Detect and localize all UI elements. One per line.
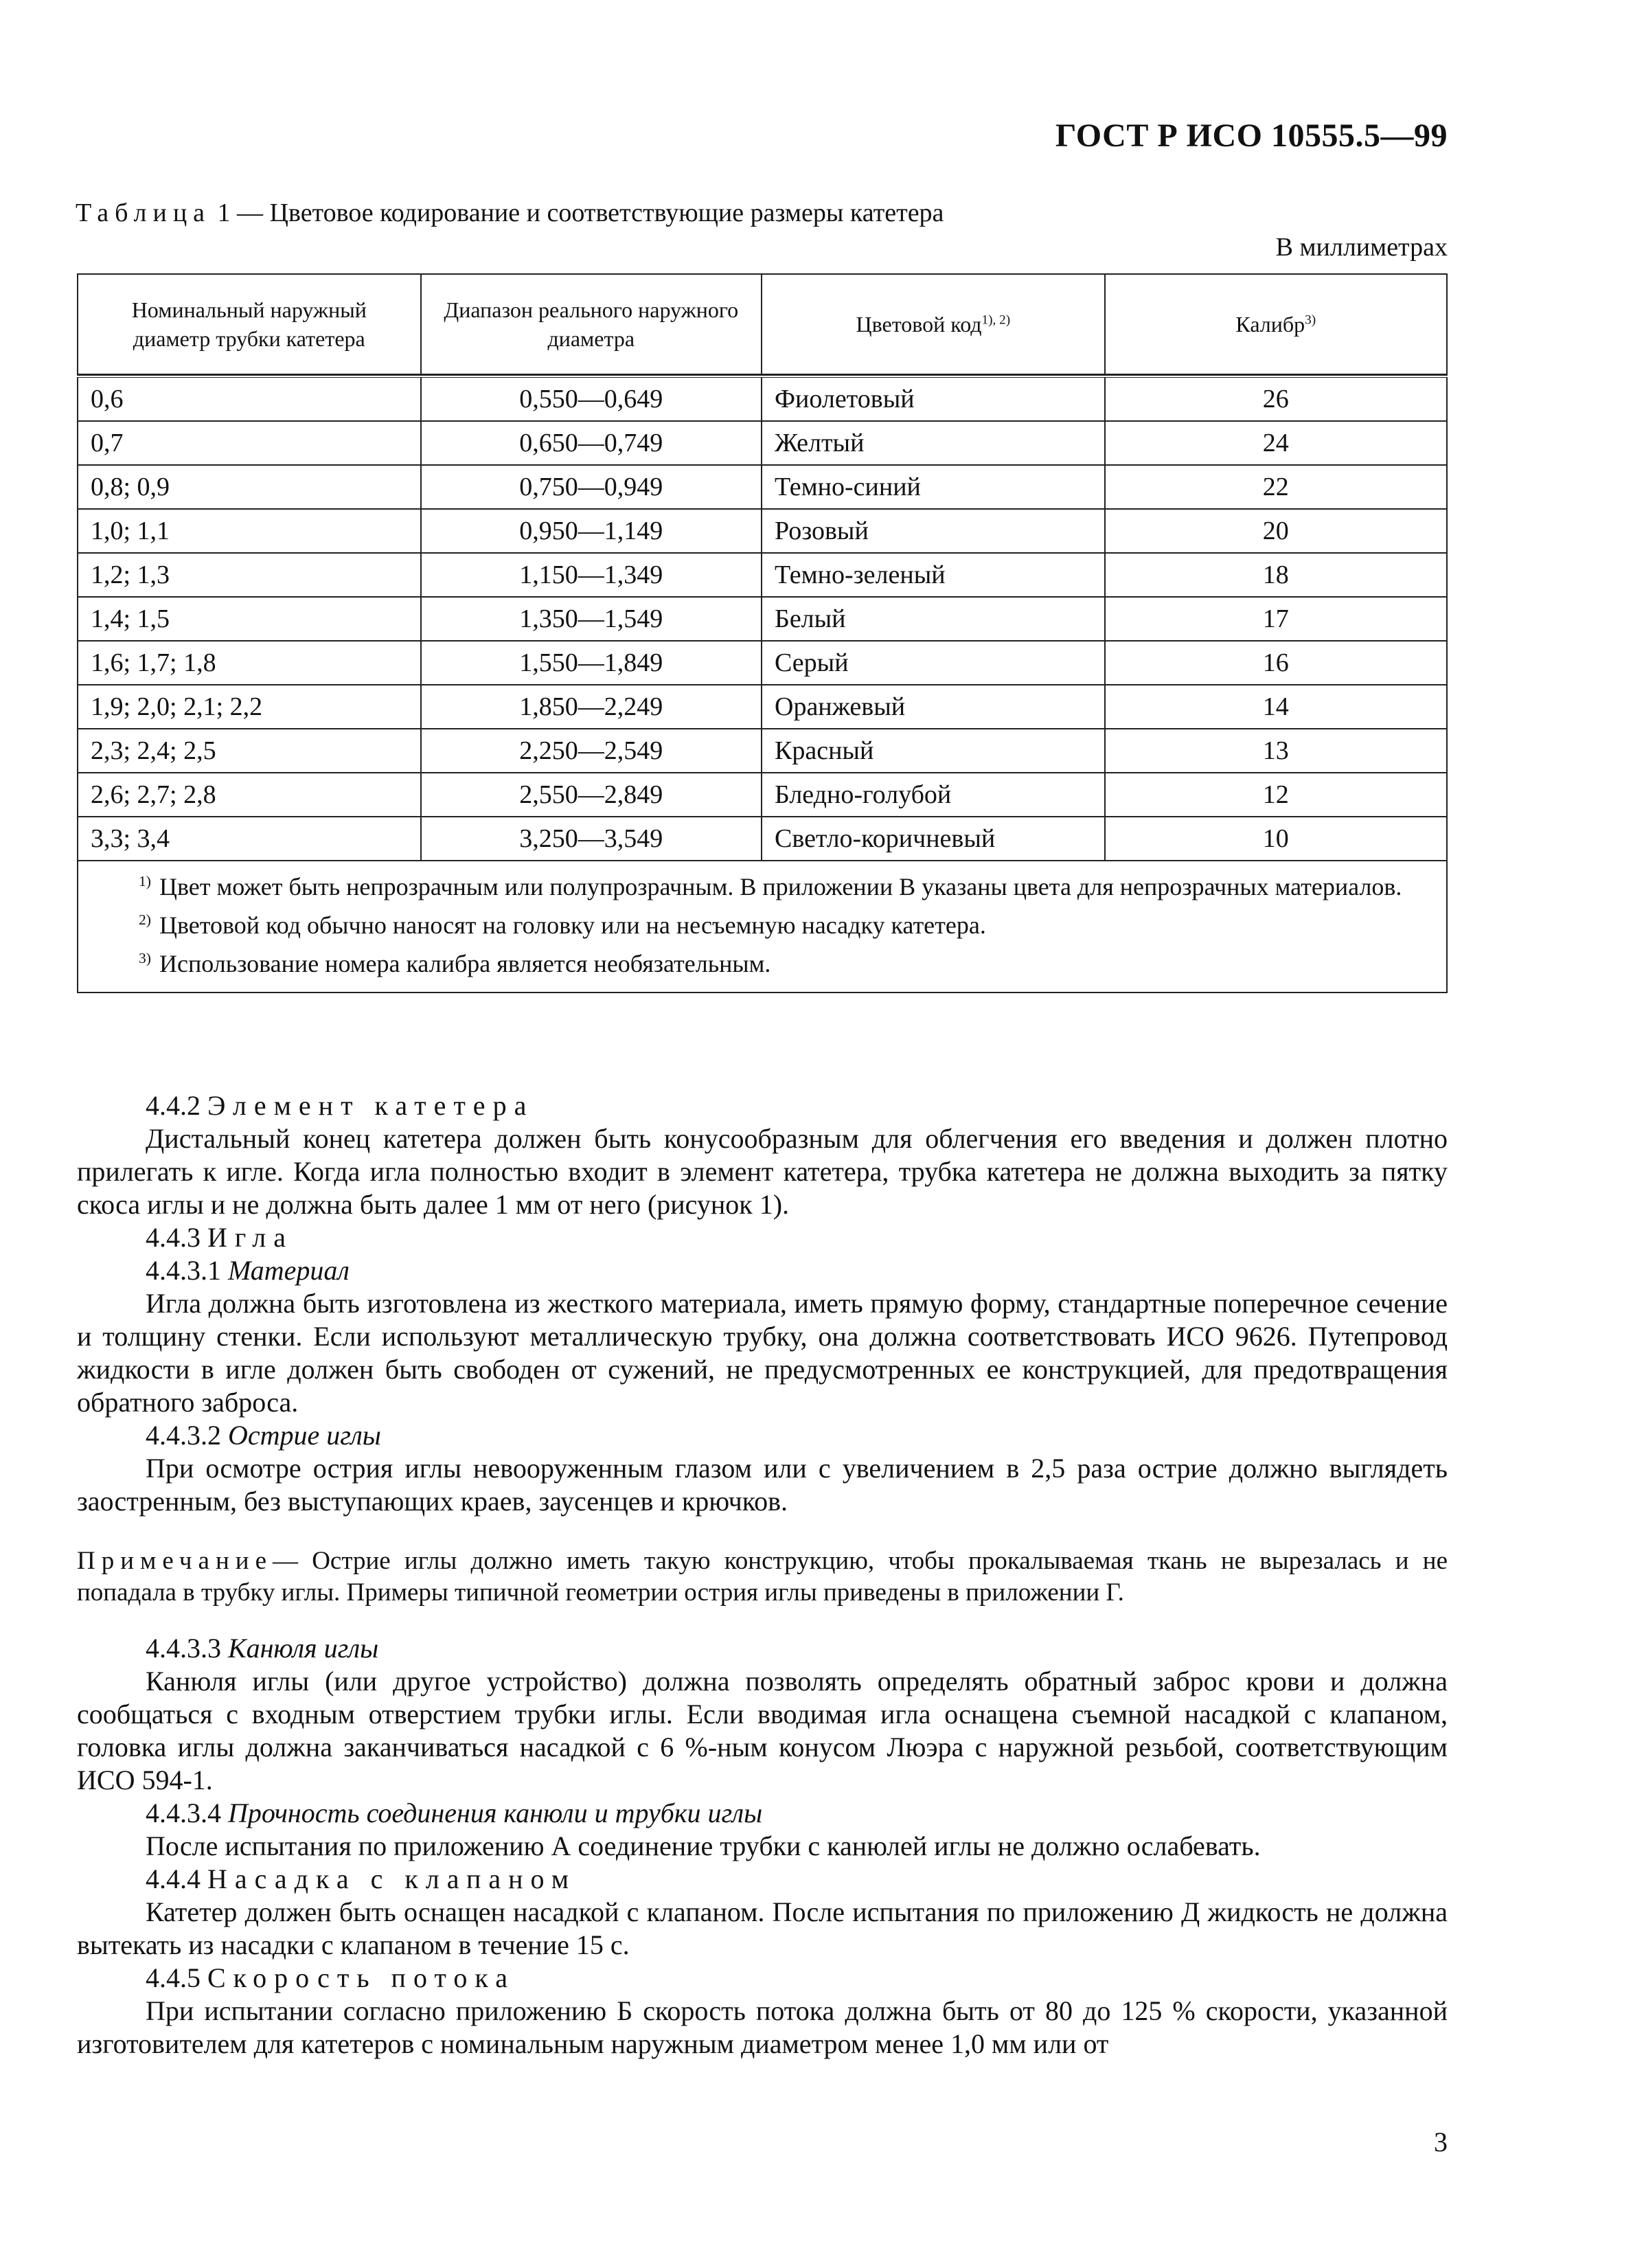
section-4-4-3-3-text: Канюля иглы (или другое устройство) должна позволять определять обратный заброс крови и должна сообщаться с входным отверстием трубки иглы. Если вводимая игла оснащена съемной насадкой с клапаном, головка иглы должна заканчиваться насадкой с 6 %-ным конусом Люэра с наружной резьбой, соответствующим ИСО 594-1. xyxy=(77,1666,1448,1795)
diameter-range-cell: 0,550—0,649 xyxy=(421,376,762,421)
gauge-cell: 12 xyxy=(1105,773,1447,817)
table-caption-title: — Цветовое кодирование и соответствующие размеры катетера xyxy=(237,199,944,227)
table-units: В миллиметрах xyxy=(1275,233,1448,262)
table-footnote xyxy=(91,871,1434,903)
header-gauge-text: Калибр xyxy=(1235,312,1305,337)
nominal-diameter-cell: 2,3; 2,4; 2,5 xyxy=(78,729,421,773)
color-code-cell: Розовый xyxy=(762,509,1105,553)
section-number: 4.4.3.2 xyxy=(146,1420,221,1451)
section-4-4-4-heading xyxy=(77,1863,1448,1896)
color-code-cell: Красный xyxy=(762,729,1105,773)
section-title: Насадка с клапаном xyxy=(207,1863,577,1894)
table-row xyxy=(78,509,1447,553)
section-number: 4.4.3.1 xyxy=(146,1255,221,1286)
document-id-header: ГОСТ Р ИСО 10555.5—99 xyxy=(1055,117,1448,154)
section-title: Игла xyxy=(207,1222,293,1253)
section-number: 4.4.3 xyxy=(146,1222,201,1253)
diameter-range-cell: 2,250—2,549 xyxy=(421,729,762,773)
gauge-cell: 10 xyxy=(1105,817,1447,861)
section-number: 4.4.3.3 xyxy=(146,1633,221,1664)
table-row xyxy=(78,376,1447,421)
table-caption xyxy=(76,198,944,228)
section-number: 4.4.3.4 xyxy=(146,1798,221,1828)
color-coding-table xyxy=(77,273,1448,993)
nominal-diameter-cell: 1,2; 1,3 xyxy=(78,553,421,597)
table-row xyxy=(78,641,1447,685)
header-color-code-sup: 1), 2) xyxy=(981,313,1011,328)
table-row xyxy=(78,597,1447,641)
diameter-range-cell: 1,850—2,249 xyxy=(421,685,762,729)
gauge-cell: 14 xyxy=(1105,685,1447,729)
note-label: Примечание xyxy=(77,1547,273,1575)
nominal-diameter-cell: 1,9; 2,0; 2,1; 2,2 xyxy=(78,685,421,729)
nominal-diameter-cell: 0,8; 0,9 xyxy=(78,465,421,509)
nominal-diameter-cell: 0,6 xyxy=(78,376,421,421)
header-gauge-sup: 3) xyxy=(1305,313,1316,328)
footnote-index: 1) xyxy=(139,873,151,889)
diameter-range-cell: 1,550—1,849 xyxy=(421,641,762,685)
page-number: 3 xyxy=(1434,2127,1448,2157)
gauge-cell: 18 xyxy=(1105,553,1447,597)
footnote-text: Цветовой код обычно наносят на головку или на несъемную насадку катетера. xyxy=(159,911,986,939)
header-color-code-text: Цветовой код xyxy=(856,312,982,337)
table-row xyxy=(78,465,1447,509)
section-4-4-3-2-text: При осмотре острия иглы невооруженным глазом или с увеличением в 2,5 раза острие должно выглядеть заостренным, без выступающих краев, заусенцев и крючков. xyxy=(77,1453,1448,1517)
table-caption-label: Таблица xyxy=(76,199,212,227)
header-diameter-range: Диапазон реального наружного диаметра xyxy=(421,274,762,374)
table-footnote xyxy=(91,948,1434,979)
table-row xyxy=(78,773,1447,817)
section-4-4-2-heading xyxy=(77,1089,1448,1122)
color-code-cell: Светло-коричневый xyxy=(762,817,1105,861)
nominal-diameter-cell: 1,0; 1,1 xyxy=(78,509,421,553)
header-color-code xyxy=(762,274,1105,374)
section-title: Канюля иглы xyxy=(228,1633,379,1664)
table-row xyxy=(78,817,1447,861)
body-text xyxy=(77,1089,1448,2061)
section-title: Прочность соединения канюли и трубки иглы xyxy=(228,1798,763,1828)
color-code-cell: Белый xyxy=(762,597,1105,641)
diameter-range-cell: 0,750—0,949 xyxy=(421,465,762,509)
diameter-range-cell: 1,350—1,549 xyxy=(421,597,762,641)
color-code-cell: Темно-синий xyxy=(762,465,1105,509)
table-header-row xyxy=(78,274,1447,374)
color-code-cell: Серый xyxy=(762,641,1105,685)
section-4-4-3-heading xyxy=(77,1221,1448,1254)
nominal-diameter-cell: 2,6; 2,7; 2,8 xyxy=(78,773,421,817)
diameter-range-cell: 0,950—1,149 xyxy=(421,509,762,553)
table-notes xyxy=(78,861,1447,993)
color-code-cell: Темно-зеленый xyxy=(762,553,1105,597)
color-code-cell: Оранжевый xyxy=(762,685,1105,729)
table-row xyxy=(78,553,1447,597)
header-gauge xyxy=(1105,274,1447,374)
gauge-cell: 17 xyxy=(1105,597,1447,641)
section-number: 4.4.4 xyxy=(146,1863,201,1894)
color-code-cell: Фиолетовый xyxy=(762,376,1105,421)
table-caption-number: 1 xyxy=(217,199,231,227)
color-code-cell: Желтый xyxy=(762,421,1105,465)
section-4-4-3-1-heading xyxy=(77,1254,1448,1287)
gauge-cell: 16 xyxy=(1105,641,1447,685)
gauge-cell: 20 xyxy=(1105,509,1447,553)
note-text: — Острие иглы должно иметь такую конструкцию, чтобы прокалываемая ткань не вырезалась и не попадала в трубку иглы. Примеры типичной геометрии острия иглы приведены в приложении Г. xyxy=(77,1547,1448,1607)
table-footnote xyxy=(91,909,1434,941)
diameter-range-cell: 2,550—2,849 xyxy=(421,773,762,817)
section-4-4-3-4-heading xyxy=(77,1797,1448,1830)
section-4-4-5-heading xyxy=(77,1962,1448,1995)
nominal-diameter-cell: 0,7 xyxy=(78,421,421,465)
header-nominal-diameter: Номинальный наружный диаметр трубки катетера xyxy=(78,274,421,374)
footnote-index: 3) xyxy=(139,950,151,966)
footnote-text: Цвет может быть непрозрачным или полупрозрачным. В приложении В указаны цвета для непрозрачных материалов. xyxy=(159,873,1402,900)
section-4-4-5-text: При испытании согласно приложению Б скорость потока должна быть от 80 до 125 % скорости, указанной изготовителем для катетеров с номинальным наружным диаметром менее 1,0 мм или от xyxy=(77,1995,1448,2059)
diameter-range-cell: 1,150—1,349 xyxy=(421,553,762,597)
section-title: Материал xyxy=(228,1255,350,1286)
gauge-cell: 26 xyxy=(1105,376,1447,421)
nominal-diameter-cell: 1,4; 1,5 xyxy=(78,597,421,641)
diameter-range-cell: 0,650—0,749 xyxy=(421,421,762,465)
section-title: Острие иглы xyxy=(228,1420,381,1451)
section-number: 4.4.5 xyxy=(146,1962,201,1993)
color-code-cell: Бледно-голубой xyxy=(762,773,1105,817)
section-title: Скорость потока xyxy=(207,1962,515,1993)
section-4-4-3-4-text: После испытания по приложению А соединение трубки с канюлей иглы не должно ослабевать. xyxy=(146,1830,1261,1861)
gauge-cell: 24 xyxy=(1105,421,1447,465)
table-row xyxy=(78,729,1447,773)
note-paragraph xyxy=(77,1545,1448,1609)
gauge-cell: 13 xyxy=(1105,729,1447,773)
footnote-text: Использование номера калибра является необязательным. xyxy=(159,950,771,977)
footnote-index: 2) xyxy=(139,911,151,928)
nominal-diameter-cell: 3,3; 3,4 xyxy=(78,817,421,861)
diameter-range-cell: 3,250—3,549 xyxy=(421,817,762,861)
section-4-4-3-1-text: Игла должна быть изготовлена из жесткого материала, иметь прямую форму, стандартные поперечное сечение и толщину стенки. Если используют металлическую трубку, она должна соответствовать ИСО 9626. Путепровод жидкости в игле должен быть свободен от сужений, не предусмотренных ее конструкцией, для предотвращения обратного заброса. xyxy=(77,1288,1448,1418)
section-4-4-3-3-heading xyxy=(77,1632,1448,1665)
section-number: 4.4.2 xyxy=(146,1090,201,1121)
section-title: Элемент катетера xyxy=(207,1090,534,1121)
table-notes-row xyxy=(78,861,1447,993)
table-row xyxy=(78,421,1447,465)
gauge-cell: 22 xyxy=(1105,465,1447,509)
section-4-4-4-text: Катетер должен быть оснащен насадкой с клапаном. После испытания по приложению Д жидкость не должна вытекать из насадки с клапаном в течение 15 с. xyxy=(77,1896,1448,1960)
section-4-4-3-2-heading xyxy=(77,1419,1448,1452)
nominal-diameter-cell: 1,6; 1,7; 1,8 xyxy=(78,641,421,685)
section-4-4-2-text: Дистальный конец катетера должен быть конусообразным для облегчения его введения и должен плотно прилегать к игле. Когда игла полностью входит в элемент катетера, трубка катетера не должна выходить за пятку скоса иглы и не должна быть далее 1 мм от него (рисунок 1). xyxy=(77,1123,1448,1220)
table-row xyxy=(78,685,1447,729)
table-body xyxy=(78,374,1447,861)
